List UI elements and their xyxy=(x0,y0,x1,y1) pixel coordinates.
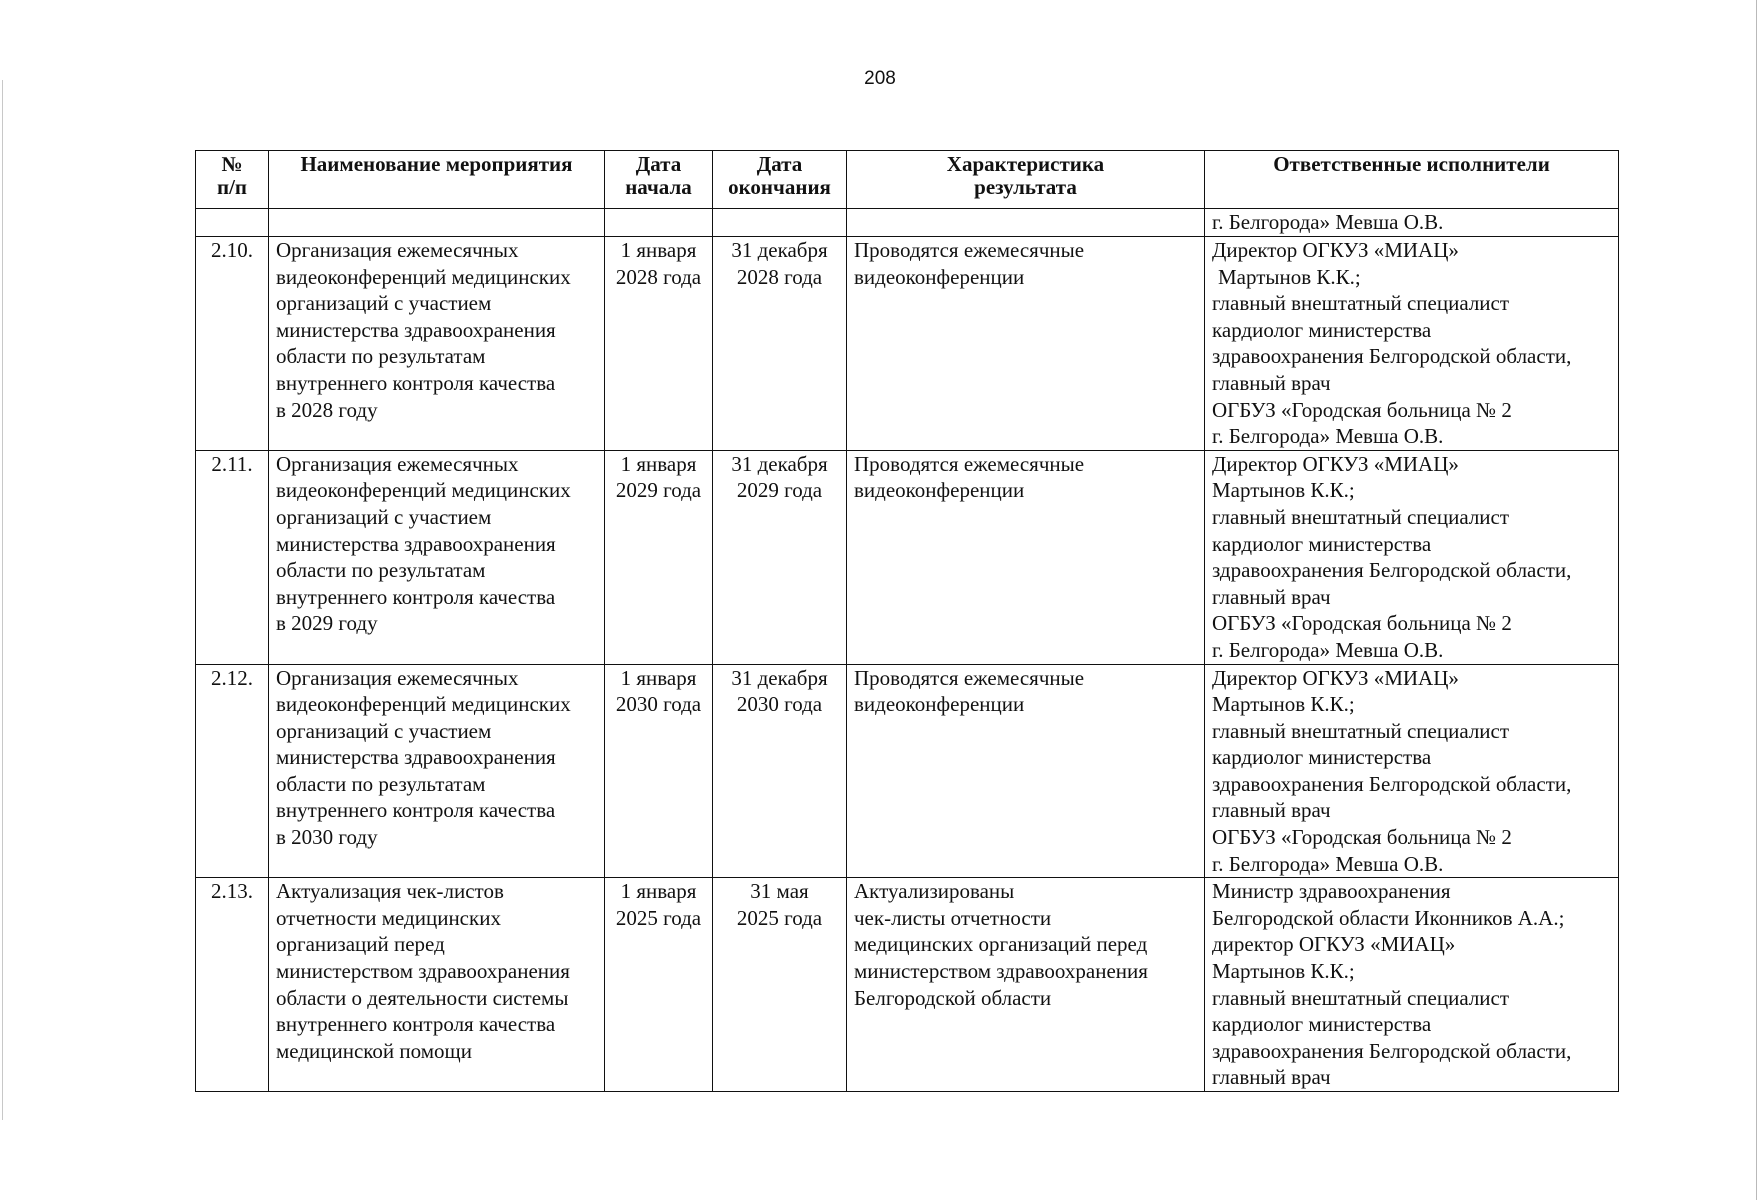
activities-table xyxy=(195,150,1619,1092)
cell-number: 2.13. xyxy=(196,878,269,1092)
text-line: в 2028 году xyxy=(276,397,378,422)
text-line: видеоконференций медицинских xyxy=(276,264,571,289)
table-row xyxy=(196,878,1619,1092)
executor-line: главный внештатный специалист xyxy=(1212,718,1510,743)
header-line: Характеристика xyxy=(946,152,1105,176)
executor-line: главный врач xyxy=(1212,1065,1331,1090)
text-line: области о деятельности системы xyxy=(276,985,569,1010)
executor-line: Белгородской области Иконников А.А.; xyxy=(1212,905,1565,930)
text-line: министерством здравоохранения xyxy=(276,959,570,984)
header-line: п/п xyxy=(216,175,248,199)
text-line: видеоконференции xyxy=(854,478,1025,503)
cell-result xyxy=(847,450,1205,664)
executor-line: ОГБУЗ «Городская больница № 2 xyxy=(1212,825,1512,850)
cell-executors xyxy=(1205,209,1619,237)
text-line: 1 января xyxy=(620,238,697,262)
header-executors xyxy=(1205,151,1619,209)
executor-line: Директор ОГКУЗ «МИАЦ» xyxy=(1212,238,1459,262)
executor-line: главный врач xyxy=(1212,798,1331,823)
header-line: результата xyxy=(974,175,1077,199)
table-header-row xyxy=(196,151,1619,209)
text-line: Проводятся ежемесячные xyxy=(854,451,1085,476)
executor-line: г. Белгорода» Мевша О.В. xyxy=(1212,851,1444,876)
executor-line: Мартынов К.К.; xyxy=(1212,692,1355,717)
cell-activity-name xyxy=(269,878,605,1092)
executor-line: кардиолог министерства xyxy=(1212,745,1432,770)
executor-line: главный внештатный специалист xyxy=(1212,291,1510,316)
text-line: организаций с участием xyxy=(276,291,492,316)
text-line: 31 декабря xyxy=(731,238,828,262)
header-line: начала xyxy=(625,175,692,199)
cell-result xyxy=(847,209,1205,237)
text-line: области по результатам xyxy=(276,558,486,583)
executor-line: главный внештатный специалист xyxy=(1212,985,1510,1010)
text-line: медицинской помощи xyxy=(276,1038,472,1063)
table-row xyxy=(196,450,1619,664)
header-end-date xyxy=(713,151,847,209)
header-line: № xyxy=(221,152,243,176)
cell-start-date xyxy=(605,237,713,451)
text-line: в 2030 году xyxy=(276,825,378,850)
text-line: 2025 года xyxy=(736,905,823,930)
table-row xyxy=(196,664,1619,878)
executor-line: главный врач xyxy=(1212,584,1331,609)
cell-end-date xyxy=(713,878,847,1092)
text-line: 1 января xyxy=(620,879,697,904)
cell-activity-name xyxy=(269,450,605,664)
text-line: 31 мая xyxy=(750,879,809,904)
text-line: 2028 года xyxy=(736,264,823,289)
text-line: Организация ежемесячных xyxy=(276,238,519,262)
text-line: видеоконференций медицинских xyxy=(276,692,571,717)
text-line: отчетности медицинских xyxy=(276,905,501,930)
text-line: 2029 года xyxy=(736,478,823,503)
cell-number: 2.11. xyxy=(196,450,269,664)
text-line: Организация ежемесячных xyxy=(276,665,519,690)
executor-line: Мартынов К.К.; xyxy=(1212,959,1355,984)
text-line: Актуализированы xyxy=(854,879,1015,904)
text-line: области по результатам xyxy=(276,344,486,369)
text-line: области по результатам xyxy=(276,771,486,796)
cell-activity-name xyxy=(269,237,605,451)
text-line: 2029 года xyxy=(615,478,702,503)
executor-line: Директор ОГКУЗ «МИАЦ» xyxy=(1212,451,1459,476)
executor-line: кардиолог министерства xyxy=(1212,317,1432,342)
text-line: министерства здравоохранения xyxy=(276,531,556,556)
text-line: медицинских организаций перед xyxy=(854,932,1148,957)
executor-line: кардиолог министерства xyxy=(1212,1012,1432,1037)
scan-edge xyxy=(2,80,3,1120)
executor-line: здравоохранения Белгородской области, xyxy=(1212,771,1572,796)
executor-line: г. Белгорода» Мевша О.В. xyxy=(1212,424,1444,449)
text-line: 2030 года xyxy=(615,692,702,717)
header-line: Дата xyxy=(635,152,682,176)
text-line: организаций с участием xyxy=(276,504,492,529)
cell-executors xyxy=(1205,237,1619,451)
cell-executors xyxy=(1205,664,1619,878)
header-line: Дата xyxy=(756,152,803,176)
cell-executors xyxy=(1205,450,1619,664)
text-line: Проводятся ежемесячные xyxy=(854,238,1085,262)
executor-line: здравоохранения Белгородской области, xyxy=(1212,1038,1572,1063)
text-line: организаций перед xyxy=(276,932,445,957)
executor-line: главный врач xyxy=(1212,370,1331,395)
header-line: окончания xyxy=(728,175,831,199)
executor-line: главный внештатный специалист xyxy=(1212,504,1510,529)
text-line: Белгородской области xyxy=(854,985,1052,1010)
text-line: 2028 года xyxy=(615,264,702,289)
text-line: внутреннего контроля качества xyxy=(276,584,556,609)
header-line: Наименование мероприятия xyxy=(300,152,573,176)
cell-start-date xyxy=(605,209,713,237)
header-start-date xyxy=(605,151,713,209)
text-line: 1 января xyxy=(620,451,697,476)
cell-number: 2.12. xyxy=(196,664,269,878)
page-number: 208 xyxy=(864,68,896,89)
text-line: организаций с участием xyxy=(276,718,492,743)
header-number xyxy=(196,151,269,209)
text-line: 31 декабря xyxy=(731,451,828,476)
text-line: 1 января xyxy=(620,665,697,690)
executor-line: Директор ОГКУЗ «МИАЦ» xyxy=(1212,665,1459,690)
executor-line: здравоохранения Белгородской области, xyxy=(1212,558,1572,583)
text-line: 2030 года xyxy=(736,692,823,717)
text-line: внутреннего контроля качества xyxy=(276,798,556,823)
text-line: министерством здравоохранения xyxy=(854,959,1148,984)
text-line: видеоконференции xyxy=(854,692,1025,717)
executor-line: Министр здравоохранения xyxy=(1212,879,1451,904)
executor-line: г. Белгорода» Мевша О.В. xyxy=(1212,637,1444,662)
header-result xyxy=(847,151,1205,209)
continuation-row xyxy=(196,209,1619,237)
text-line: чек-листы отчетности xyxy=(854,905,1052,930)
cell-result xyxy=(847,664,1205,878)
cell-start-date xyxy=(605,664,713,878)
cell-start-date xyxy=(605,878,713,1092)
text-line: 2025 года xyxy=(615,905,702,930)
cell-end-date xyxy=(713,209,847,237)
text-line: внутреннего контроля качества xyxy=(276,370,556,395)
text-line: министерства здравоохранения xyxy=(276,317,556,342)
executor-line: ОГБУЗ «Городская больница № 2 xyxy=(1212,611,1512,636)
text-line: внутреннего контроля качества xyxy=(276,1012,556,1037)
cell-end-date xyxy=(713,664,847,878)
text-line: Организация ежемесячных xyxy=(276,451,519,476)
cell-activity-name xyxy=(269,209,605,237)
cell-end-date xyxy=(713,450,847,664)
table-row xyxy=(196,237,1619,451)
executor-line: г. Белгорода» Мевша О.В. xyxy=(1212,210,1444,234)
cell-number xyxy=(196,209,269,237)
executor-line: Мартынов К.К.; xyxy=(1212,478,1355,503)
header-line: Ответственные исполнители xyxy=(1273,152,1550,176)
cell-end-date xyxy=(713,237,847,451)
text-line: министерства здравоохранения xyxy=(276,745,556,770)
executor-line: директор ОГКУЗ «МИАЦ» xyxy=(1212,932,1456,957)
text-line: видеоконференций медицинских xyxy=(276,478,571,503)
text-line: в 2029 году xyxy=(276,611,378,636)
header-activity-name xyxy=(269,151,605,209)
cell-number: 2.10. xyxy=(196,237,269,451)
text-line: Проводятся ежемесячные xyxy=(854,665,1085,690)
scan-edge xyxy=(1756,0,1757,1200)
cell-result xyxy=(847,237,1205,451)
cell-activity-name xyxy=(269,664,605,878)
cell-executors xyxy=(1205,878,1619,1092)
executor-line: кардиолог министерства xyxy=(1212,531,1432,556)
cell-start-date xyxy=(605,450,713,664)
executor-line: ОГБУЗ «Городская больница № 2 xyxy=(1212,397,1512,422)
executor-line: здравоохранения Белгородской области, xyxy=(1212,344,1572,369)
cell-result xyxy=(847,878,1205,1092)
executor-line: Мартынов К.К.; xyxy=(1218,264,1361,289)
text-line: Актуализация чек-листов xyxy=(276,879,504,904)
text-line: видеоконференции xyxy=(854,264,1025,289)
text-line: 31 декабря xyxy=(731,665,828,690)
